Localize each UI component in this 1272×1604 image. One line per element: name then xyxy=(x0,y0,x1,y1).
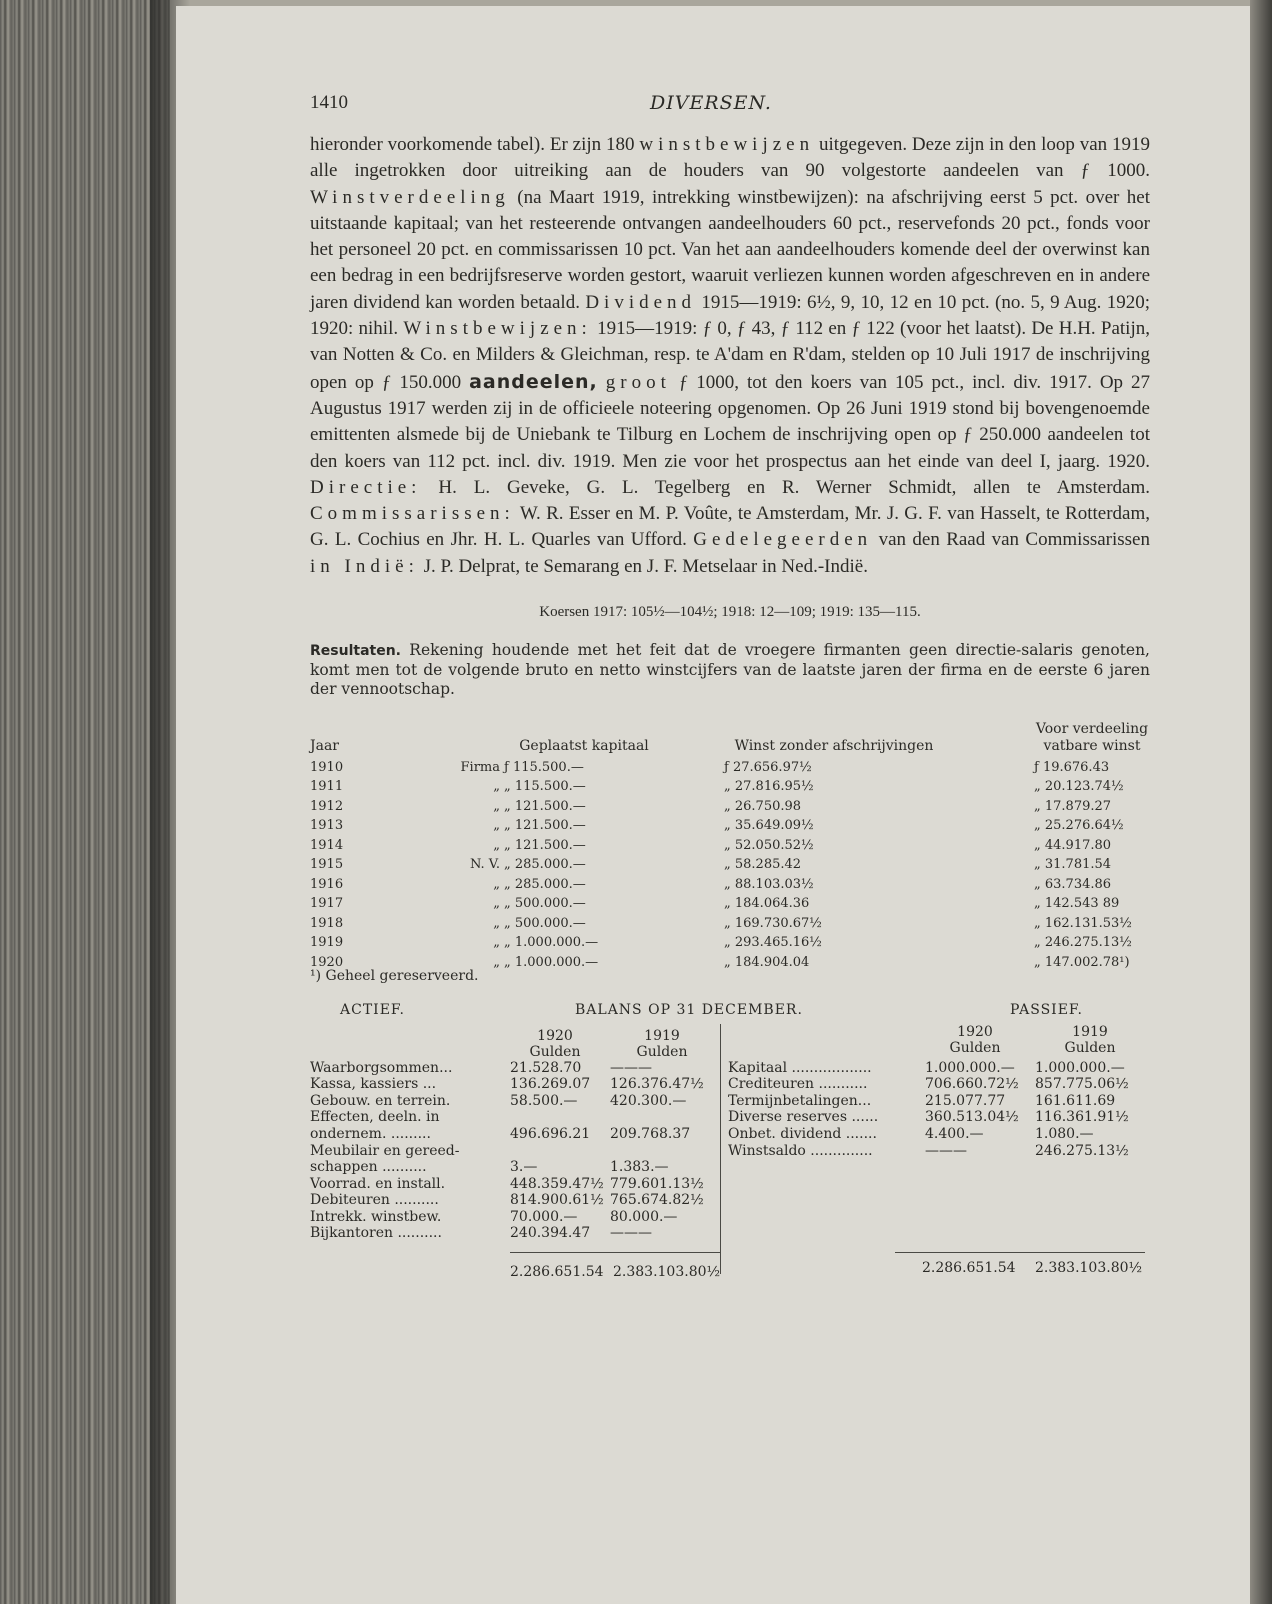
cell-dist: „ 20.123.74½ xyxy=(1034,779,1124,795)
spaced-term: Gedelegeerden xyxy=(693,529,873,551)
liability-v1919: 1.080.— xyxy=(1035,1125,1094,1142)
liability-v1920: 360.513.04½ xyxy=(925,1109,1019,1126)
text-run xyxy=(598,372,606,393)
balance-header xyxy=(310,1002,1150,1024)
profit-table xyxy=(310,721,1150,970)
results-label: Resultaten. xyxy=(310,643,401,660)
cell-year: 1915 xyxy=(310,857,344,873)
cell-profit: „ 184.064.36 xyxy=(724,896,810,912)
liability-v1919: 857.775.06½ xyxy=(1035,1076,1129,1093)
cell-capital: „ 115.500.— xyxy=(504,779,586,795)
text-run: 1915—1919: ƒ 0, ƒ 43, ƒ 112 en ƒ 122 (voor het laatst). De H.H. Patijn, van Notten & Co. en Milders & Gleichman, resp. te A'dam en R'dam, stelden op 10 Juli 1917 de inschrijving open op ƒ 150.000 xyxy=(310,318,1150,393)
cell-year: 1911 xyxy=(310,779,344,795)
cell-year: 1910 xyxy=(310,759,344,775)
cell-profit: „ 52.050.52½ xyxy=(724,837,814,853)
liab-total-1919: 2.383.103.80½ xyxy=(1035,1259,1143,1276)
spaced-term: Winstbewijzen: xyxy=(403,318,592,340)
asset-row xyxy=(310,1225,720,1242)
cell-capital: „ 1.000.000.— xyxy=(504,935,599,951)
table-row xyxy=(310,755,1150,775)
col-unit: Gulden xyxy=(636,1043,688,1060)
liability-v1920: ——— xyxy=(925,1142,967,1159)
results-paragraph xyxy=(310,641,1150,699)
col-head-1920-left xyxy=(520,1028,590,1060)
asset-v1920: 21.528.70 xyxy=(510,1059,582,1076)
cell-year: 1917 xyxy=(310,896,344,912)
cell-profit: „ 88.103.03½ xyxy=(724,876,814,892)
asset-v1920: 70.000.— xyxy=(510,1208,578,1225)
asset-label: Meubilair en gereed- xyxy=(310,1142,460,1159)
cell-capital: „ 500.000.— xyxy=(504,896,586,912)
asset-v1920: 240.394.47 xyxy=(510,1225,591,1242)
liability-v1919: 1.000.000.— xyxy=(1035,1059,1125,1076)
liability-v1920: 4.400.— xyxy=(925,1125,984,1142)
cell-year: 1916 xyxy=(310,876,344,892)
share-prices: Koersen 1917: 105½—104½; 1918: 12—109; 1919: 135—115. xyxy=(539,604,921,621)
asset-v1920: 136.269.07 xyxy=(510,1076,591,1093)
liability-row xyxy=(310,1060,1150,1077)
text-run: W. R. Esser en M. P. Voûte, te Amsterdam, Mr. J. G. F. van Hasselt, te Rotterdam, G. L. Cochius en Jhr. H. L. Quarles van Ufford. xyxy=(310,503,1150,551)
table-row xyxy=(310,853,1150,873)
balance-sheet xyxy=(310,1024,1150,1294)
spaced-term: winstbewijzen xyxy=(639,134,815,155)
liab-total-rule xyxy=(895,1252,1145,1253)
book-page xyxy=(176,6,1250,1604)
col-year: 1920 xyxy=(957,1023,993,1040)
cell-dist: „ 142.543 89 xyxy=(1034,896,1120,912)
table-row xyxy=(310,931,1150,951)
table-header-row xyxy=(310,721,1150,755)
text-run: ƒ 1000, tot den koers van 105 pct., incl. div. 1917. Op 27 Augustus 1917 werden zij in de officieele noteering opgenomen. Op 26 Juni 1919 stond bij bovengenoemde emittenten alsmede bij de Uniebank te Tilburg en Lochem de inschrijving open op ƒ 250.000 aandeelen tot den koers van 112 pct. incl. div. 1919. Men zie voor het prospectus aan het einde van deel I, jaarg. 1920. xyxy=(310,371,1151,472)
cell-dist: „ 31.781.54 xyxy=(1034,857,1112,873)
results-text: Rekening houdende met het feit dat de vroegere firmanten geen directie-salaris genoten, komt men tot de volgende bruto en netto winstcijfers van de laatste jaren der firma en de eerste 6 jaren der vennootschap. xyxy=(310,641,1150,699)
asset-v1920: 58.500.— xyxy=(510,1092,578,1109)
asset-label: Waarborgsommen... xyxy=(310,1059,453,1076)
text-run: H. L. Geveke, G. L. Tegelberg en R. Werner Schmidt, allen te Amsterdam. xyxy=(421,476,1150,498)
cell-dist: „ 44.917.80 xyxy=(1034,837,1112,853)
cell-form: „ xyxy=(493,915,500,931)
cell-dist: „ 63.734.86 xyxy=(1034,876,1112,892)
header-profit: Winst zonder afschrijvingen xyxy=(734,738,934,755)
col-head-1919-right xyxy=(1050,1024,1130,1056)
table-row xyxy=(310,892,1150,912)
cell-capital: „ 500.000.— xyxy=(504,915,586,931)
header-form xyxy=(430,721,504,755)
liability-v1920: 706.660.72½ xyxy=(925,1076,1019,1093)
spaced-term: groot xyxy=(605,371,671,393)
asset-label: ondernem. ......... xyxy=(310,1125,431,1142)
text-run: hieronder voorkomende tabel). Er zijn 180 xyxy=(310,134,640,155)
page-number: 1410 xyxy=(310,92,348,113)
asset-v1919: 765.674.82½ xyxy=(610,1192,704,1209)
table-row xyxy=(310,911,1150,931)
running-head xyxy=(310,92,1150,132)
page-content xyxy=(310,92,1150,1294)
cell-dist: „ 25.276.64½ xyxy=(1034,818,1124,834)
liability-v1919: 161.611.69 xyxy=(1035,1092,1116,1109)
text-run: J. P. Delprat, te Semarang en J. F. Metselaar in Ned.-Indië. xyxy=(418,555,868,577)
table-row xyxy=(310,814,1150,834)
header-year: Jaar xyxy=(310,738,339,755)
cell-year: 1914 xyxy=(310,837,344,853)
liab-total-1920: 2.286.651.54 xyxy=(922,1259,1016,1276)
cell-profit: „ 35.649.09½ xyxy=(724,818,814,834)
cell-form: „ xyxy=(493,818,500,834)
running-title: DIVERSEN. xyxy=(650,92,772,114)
cell-form: „ xyxy=(493,954,500,970)
table-row xyxy=(310,872,1150,892)
table-row xyxy=(310,833,1150,853)
cell-capital: „ 121.500.— xyxy=(504,837,586,853)
cell-profit: „ 27.816.95½ xyxy=(724,779,814,795)
assets-total-1920: 2.286.651.54 xyxy=(510,1263,604,1280)
cell-profit: „ 26.750.98 xyxy=(724,798,802,814)
asset-v1919: 126.376.47½ xyxy=(610,1076,704,1093)
text-run: 1915—1919: 6½, 9, 10, 12 en 10 pct. (no. 5, 9 Aug. 1920; 1920: nihil. xyxy=(310,291,1151,340)
cell-capital: „ 285.000.— xyxy=(504,876,586,892)
asset-label: schappen .......... xyxy=(310,1159,427,1176)
asset-label: Effecten, deeln. in xyxy=(310,1109,440,1126)
cell-profit: „ 169.730.67½ xyxy=(724,915,822,931)
asset-row xyxy=(310,1176,720,1193)
cell-profit: „ 184.904.04 xyxy=(724,954,810,970)
asset-v1919: 80.000.— xyxy=(610,1208,678,1225)
col-year: 1920 xyxy=(537,1027,573,1044)
col-year: 1919 xyxy=(1072,1023,1108,1040)
spaced-term: in Indië: xyxy=(310,555,419,577)
book-spine xyxy=(0,0,170,1604)
table-row xyxy=(310,794,1150,814)
bold-term: aandeelen, xyxy=(469,370,598,393)
cell-form: „ xyxy=(493,896,500,912)
cell-dist: „ 162.131.53½ xyxy=(1034,915,1132,931)
text-run: uitgegeven. Deze zijn in den loop van 1919 alle ingetrokken door uitreiking aan de houders van 90 volgestorte aandeelen van ƒ 1000. xyxy=(310,134,1150,182)
col-unit: Gulden xyxy=(949,1039,1001,1056)
liability-v1919: 246.275.13½ xyxy=(1035,1142,1129,1159)
cell-year: 1912 xyxy=(310,798,344,814)
header-capital: Geplaatst kapitaal xyxy=(519,738,649,755)
asset-label: Voorrad. en install. xyxy=(310,1175,446,1192)
asset-v1919: 1.383.— xyxy=(610,1159,669,1176)
asset-v1919: ——— xyxy=(610,1059,652,1076)
col-unit: Gulden xyxy=(529,1043,581,1060)
cell-form: „ xyxy=(493,798,500,814)
asset-label: Bijkantoren .......... xyxy=(310,1225,442,1242)
asset-v1919: 779.601.13½ xyxy=(610,1175,704,1192)
cell-profit: ƒ 27.656.97½ xyxy=(724,759,812,775)
cell-form: N. V. xyxy=(469,857,500,873)
cell-capital: „ 121.500.— xyxy=(504,818,586,834)
spaced-term: Dividend xyxy=(585,291,697,313)
asset-label: Debiteuren .......... xyxy=(310,1192,439,1209)
header-distributable: Voor verdeeling vatbare winst xyxy=(1035,721,1149,755)
cell-dist: „ 17.879.27 xyxy=(1034,798,1112,814)
col-head-1919-left xyxy=(622,1028,702,1060)
liability-label: Onbet. dividend ....... xyxy=(728,1125,877,1142)
cell-form: Firma xyxy=(460,759,500,775)
cell-dist: „ 246.275.13½ xyxy=(1034,935,1132,951)
asset-label: Kassa, kassiers ... xyxy=(310,1076,437,1093)
cell-capital: ƒ 115.500.— xyxy=(504,759,584,775)
col-year: 1919 xyxy=(644,1027,680,1044)
liability-label: Diverse reserves ...... xyxy=(728,1109,879,1126)
liability-row xyxy=(310,1076,1150,1093)
asset-v1919: ——— xyxy=(610,1225,652,1242)
text-run: (na Maart 1919, intrekking winstbewijzen): na afschrijving eerst 5 pct. over het uitstaande kapitaal; van het resteerende ontvangen aandeelhouders 60 pct., reservefonds 20 pct., fonds voor het personeel 20 pct. en commissarissen 10 pct. Van het aan aandeelhouders komende deel der overwinst kan een bedrag in een bedrijfsreserve worden gestort, waaruit verliezen kunnen worden afgeschreven en in andere jaren dividend kan worden betaald. xyxy=(310,186,1150,313)
asset-v1919: 420.300.— xyxy=(610,1092,687,1109)
liability-label: Termijnbetalingen... xyxy=(728,1092,872,1109)
liability-label: Kapitaal .................. xyxy=(728,1059,872,1076)
liabilities-column xyxy=(310,1060,1150,1160)
balance-title: BALANS OP 31 DECEMBER. xyxy=(575,1001,803,1018)
cell-capital: „ 121.500.— xyxy=(504,798,586,814)
asset-v1920: 814.900.61½ xyxy=(510,1192,604,1209)
text-run: van den Raad van Commissarissen xyxy=(872,529,1150,551)
balance-actief-title: ACTIEF. xyxy=(340,1001,405,1018)
cell-dist: „ 147.002.78¹) xyxy=(1034,954,1130,970)
cell-dist: ƒ 19.676.43 xyxy=(1034,759,1110,775)
col-head-1920-right xyxy=(940,1024,1010,1056)
cell-year: 1919 xyxy=(310,935,344,951)
table-footnote: ¹) Geheel gereserveerd. xyxy=(310,967,479,984)
cell-year: 1920 xyxy=(310,954,344,970)
asset-v1920: 3.— xyxy=(510,1159,538,1176)
cell-year: 1913 xyxy=(310,818,344,834)
cell-year: 1918 xyxy=(310,915,344,931)
asset-row xyxy=(310,1192,720,1209)
cell-form: „ xyxy=(493,837,500,853)
cell-profit: „ 293.465.16½ xyxy=(724,935,822,951)
table-row xyxy=(310,775,1150,795)
asset-label: Intrekk. winstbew. xyxy=(310,1208,442,1225)
liability-row xyxy=(310,1109,1150,1126)
page-edge xyxy=(1250,0,1272,1604)
spaced-term: Winstverdeeling xyxy=(310,186,510,208)
asset-row xyxy=(310,1159,720,1176)
balance-passief-title: PASSIEF. xyxy=(1010,1001,1083,1018)
liability-label: Crediteuren ........... xyxy=(728,1076,868,1093)
asset-v1919: 209.768.37 xyxy=(610,1125,691,1142)
asset-v1920: 496.696.21 xyxy=(510,1125,591,1142)
liability-row xyxy=(310,1126,1150,1143)
spaced-term: Commissarissen: xyxy=(310,503,515,525)
asset-label: Gebouw. en terrein. xyxy=(310,1092,451,1109)
assets-total-1919: 2.383.103.80½ xyxy=(613,1263,721,1280)
asset-row xyxy=(310,1209,720,1226)
cell-form: „ xyxy=(493,876,500,892)
spaced-term: Directie: xyxy=(310,476,422,498)
liability-v1920: 215.077.77 xyxy=(925,1092,1006,1109)
cell-profit: „ 58.285.42 xyxy=(724,857,802,873)
liability-v1920: 1.000.000.— xyxy=(925,1059,1015,1076)
cell-capital: „ 1.000.000.— xyxy=(504,954,599,970)
col-unit: Gulden xyxy=(1064,1039,1116,1056)
liability-label: Winstsaldo .............. xyxy=(728,1142,873,1159)
assets-total-rule xyxy=(510,1252,720,1253)
liability-row xyxy=(310,1143,1150,1160)
liability-row xyxy=(310,1093,1150,1110)
liability-v1919: 116.361.91½ xyxy=(1035,1109,1129,1126)
cell-capital: „ 285.000.— xyxy=(504,857,586,873)
cell-form: „ xyxy=(493,779,500,795)
body-paragraph xyxy=(310,132,1150,580)
cell-form: „ xyxy=(493,935,500,951)
asset-v1920: 448.359.47½ xyxy=(510,1175,604,1192)
